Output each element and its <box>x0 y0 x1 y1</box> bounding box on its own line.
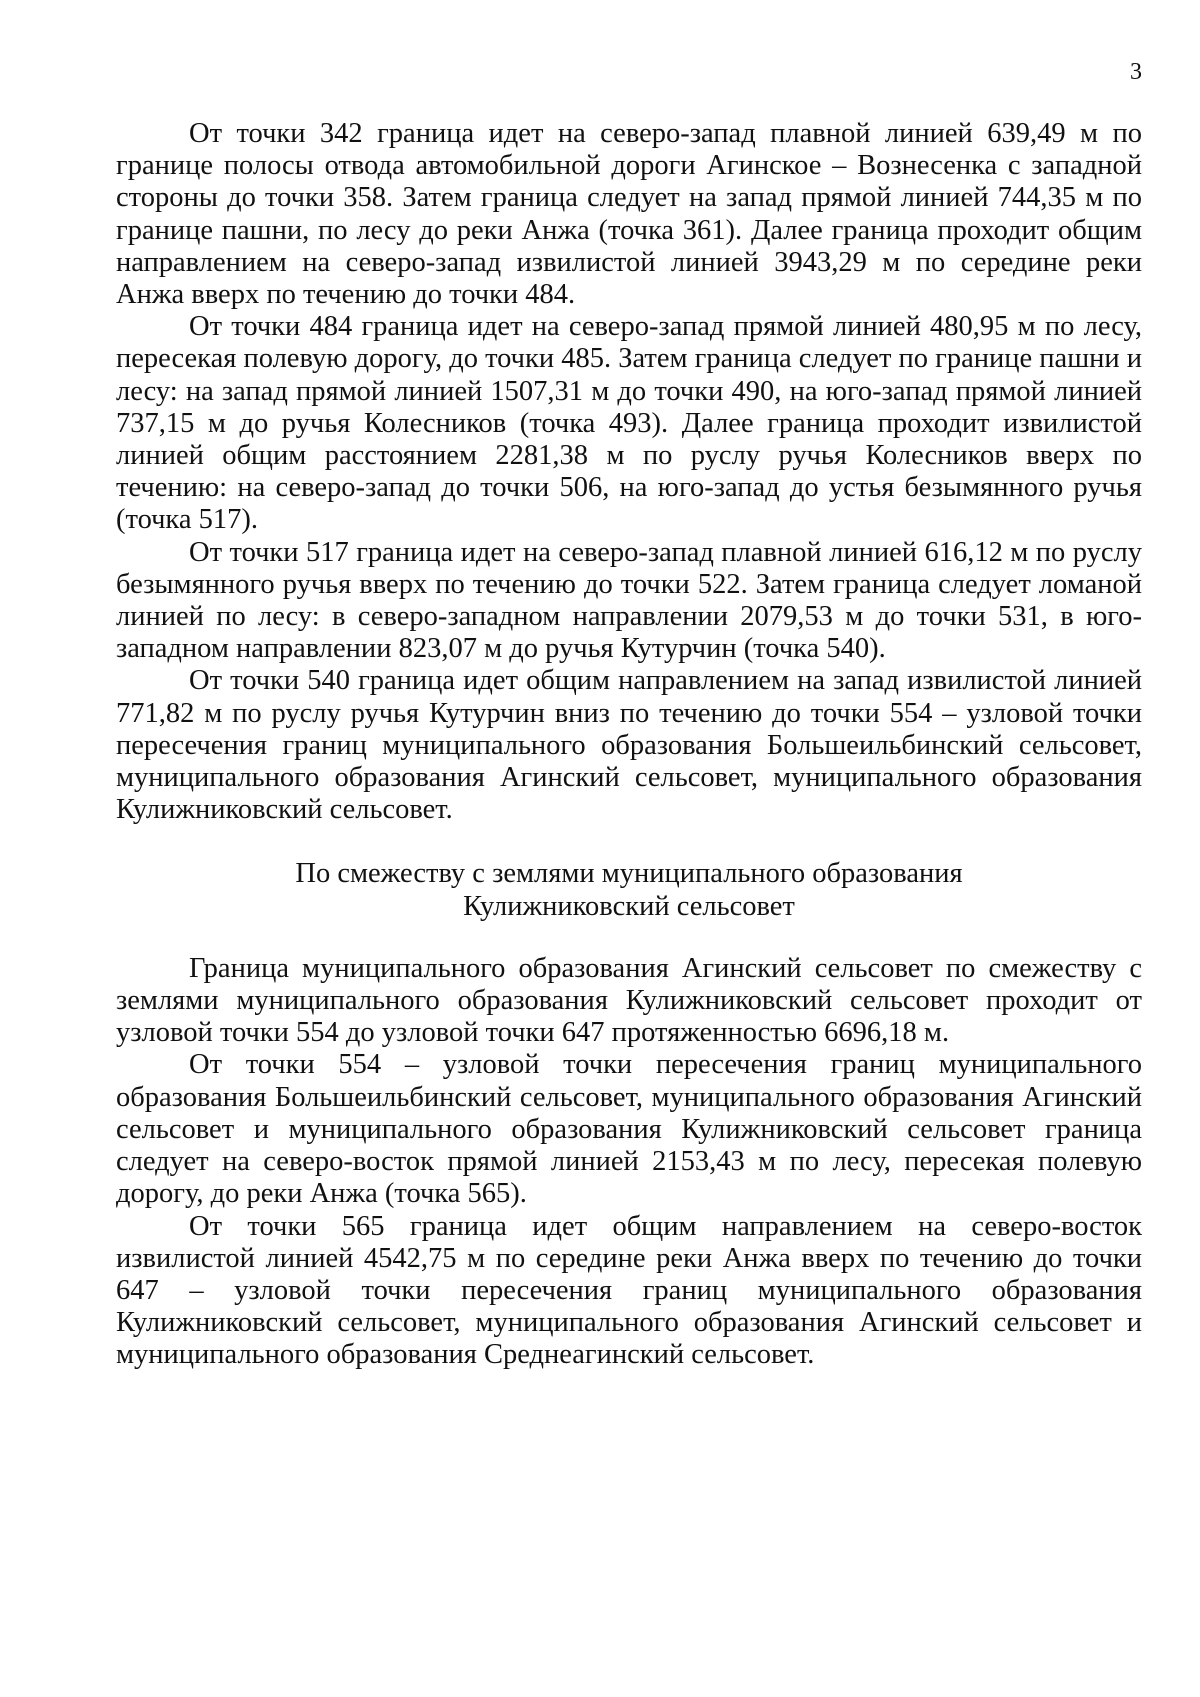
paragraph: От точки 540 граница идет общим направлением на запад извилистой линией 771,82 м по руслу ручья Кутурчин вниз по течению до точки 554 – узловой точки пересечения границ муниципального образования Большеильбинский сельсовет, муниципального образования Агинский сельсовет, муниципального образования Кулижниковский сельсовет. <box>116 665 1142 826</box>
page-number: 3 <box>1130 59 1142 85</box>
section-heading <box>116 858 1142 922</box>
paragraph: От точки 517 граница идет на северо-запад плавной линией 616,12 м по руслу безымянного ручья вверх по течению до точки 522. Затем граница следует ломаной линией по лесу: в северо-западном направлении 2079,53 м до точки 531, в юго-западном направлении 823,07 м до ручья Кутурчин (точка 540). <box>116 536 1142 665</box>
paragraph: От точки 565 граница идет общим направлением на северо-восток извилистой линией 4542,75 м по середине реки Анжа вверх по течению до точки 647 – узловой точки пересечения границ муниципального образования Кулижниковский сельсовет, муниципального образования Агинский сельсовет и муниципального образования Среднеагинский сельсовет. <box>116 1210 1142 1371</box>
paragraph: От точки 554 – узловой точки пересечения границ муниципального образования Большеильбинский сельсовет, муниципального образования Агинский сельсовет и муниципального образования Кулижниковский сельсовет граница следует на северо-восток прямой линией 2153,43 м по лесу, пересекая полевую дорогу, до реки Анжа (точка 565). <box>116 1049 1142 1210</box>
document-body <box>116 118 1142 1372</box>
section-heading-line-2: Кулижниковский сельсовет <box>463 890 795 922</box>
paragraph: Граница муниципального образования Агинский сельсовет по смежеству с землями муниципального образования Кулижниковский сельсовет проходит от узловой точки 554 до узловой точки 647 протяженностью 6696,18 м. <box>116 952 1142 1049</box>
paragraph: От точки 342 граница идет на северо-запад плавной линией 639,49 м по границе полосы отвода автомобильной дороги Агинское – Вознесенка с западной стороны до точки 358. Затем граница следует на запад прямой линией 744,35 м по границе пашни, по лесу до реки Анжа (точка 361). Далее граница проходит общим направлением на северо-запад извилистой линией 3943,29 м по середине реки Анжа вверх по течению до точки 484. <box>116 118 1142 311</box>
paragraph: От точки 484 граница идет на северо-запад прямой линией 480,95 м по лесу, пересекая полевую дорогу, до точки 485. Затем граница следует по границе пашни и лесу: на запад прямой линией 1507,31 м до точки 490, на юго-запад прямой линией 737,15 м до ручья Колесников (точка 493). Далее граница проходит извилистой линией общим расстоянием 2281,38 м по руслу ручья Колесников вверх по течению: на северо-запад до точки 506, на юго-запад до устья безымянного ручья (точка 517). <box>116 311 1143 536</box>
section-heading-line-1: По смежеству с землями муниципального образования <box>295 858 963 890</box>
